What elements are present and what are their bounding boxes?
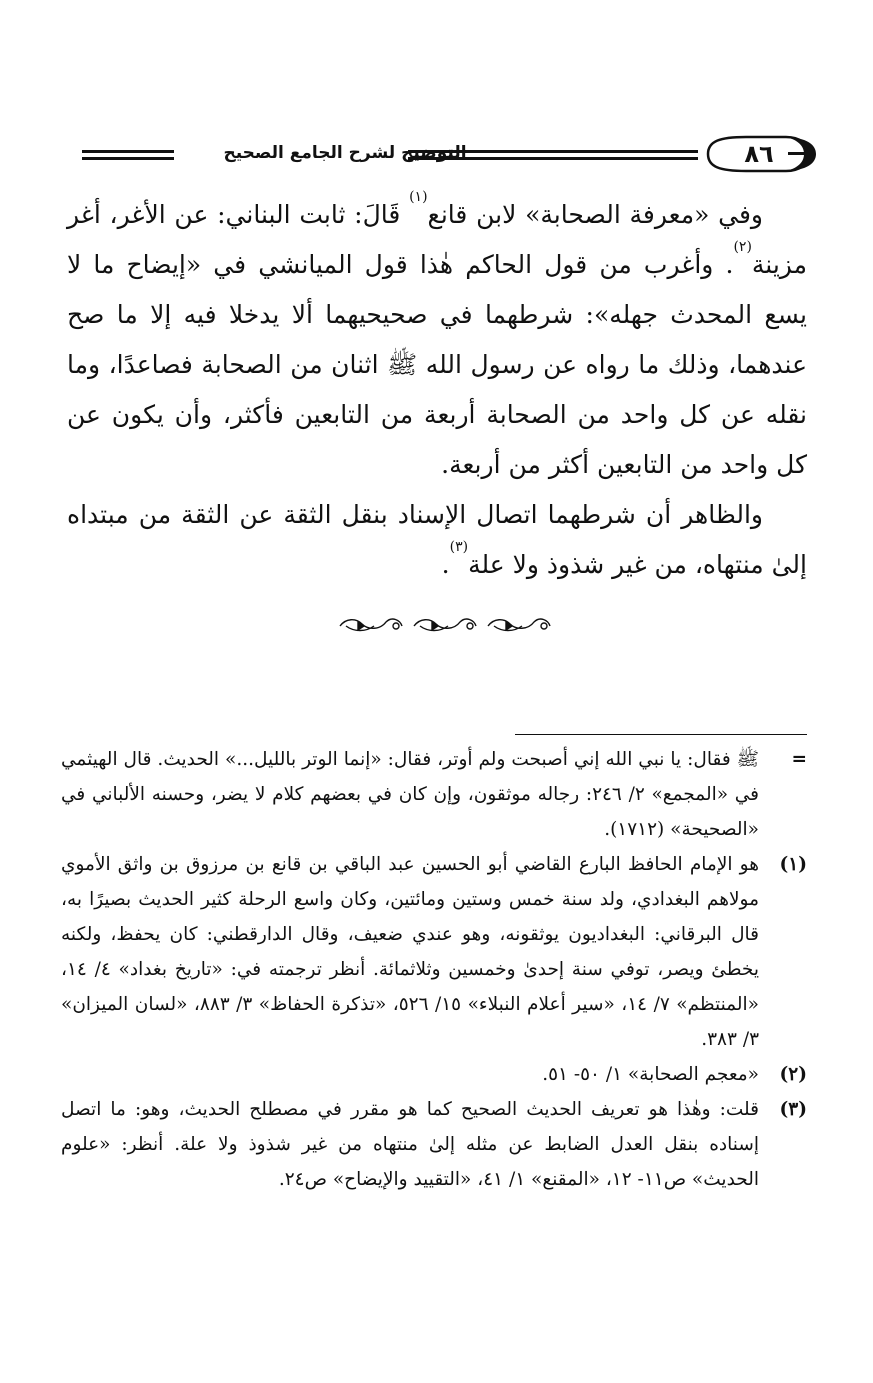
running-title: التوضيح لشرح الجامع الصحيح bbox=[223, 143, 467, 163]
main-paragraph-text: . وأغرب من قول الحاكم هٰذا قول الميانشي في «إيضاح ما لا يسع المحدث جهله»: شرطهما في صحيحيهما ألا يدخلا فيه إلا ما صح عندهما، وذلك ما رواه عن رسول الله ﷺ اثنان من الصحابة فصاعدًا، وما نقله عن كل واحد من الصحابة أربعة من التابعين فأكثر، وأن يكون عن كل واحد من التابعين أكثر من أربعة. bbox=[67, 250, 807, 479]
page-number: ٨٦ bbox=[744, 140, 774, 168]
footnote-text: ﷺ فقال: يا نبي الله إني أصبحت ولم أوتر، فقال: «إنما الوتر بالليل...» الحديث. قال الهيثمي في «المجمع» ٢/ ٢٤٦: رجاله موثقون، وإن كان في بعضهم كلام لا يضر، وحسنه الألباني في «الصحيحة» (١٧١٢). bbox=[61, 749, 759, 840]
footnote-ref-2: (٢) bbox=[733, 239, 752, 255]
footnote-marker: (٣) bbox=[779, 1099, 807, 1120]
main-paragraph-text: . bbox=[441, 550, 450, 579]
footnote-separator bbox=[515, 734, 807, 735]
section-divider-ornament-icon bbox=[336, 610, 556, 640]
footnote-ref-3: (٣) bbox=[449, 539, 469, 555]
main-paragraph bbox=[67, 190, 807, 490]
footnote-3 bbox=[61, 1092, 807, 1197]
footnote-marker: (١) bbox=[779, 854, 807, 875]
main-paragraph-text: والظاهر أن شرطهما اتصال الإسناد بنقل الثقة عن الثقة من مبتداه إلىٰ منتهاه، من غير شذوذ ولا علة bbox=[67, 500, 807, 579]
main-text bbox=[67, 190, 807, 590]
footnote-2 bbox=[61, 1057, 807, 1092]
footnote-text: هو الإمام الحافظ البارع القاضي أبو الحسين عبد الباقي بن قانع بن مرزوق بن واثق الأموي مولاهم البغدادي، ولد سنة خمس وستين ومائتين، وكان واسع الرحلة كثير الحديث بصيرًا به، قال البرقاني: البغداديون يوثقونه، وهو عندي ضعيف، وقال الدارقطني: كان يحفظ، ولكنه يخطئ ويصر، توفي سنة إحدىٰ وخمسين وثلاثمائة. أنظر ترجمته في: «تاريخ بغداد» ٤/ ١٤، «المنتظم» ٧/ ١٤، «سير أعلام النبلاء» ١٥/ ٥٢٦، «تذكرة الحفاظ» ٣/ ٨٨٣، «لسان الميزان» ٣/ ٣٨٣. bbox=[61, 854, 759, 1050]
footnote-ref-1: (١) bbox=[409, 189, 428, 205]
main-paragraph-text: وفي «معرفة الصحابة» لابن قانع bbox=[427, 200, 763, 229]
footnote-marker: = bbox=[791, 749, 807, 770]
footnote-text: قلت: وهٰذا هو تعريف الحديث الصحيح كما هو مقرر في مصطلح الحديث، وهو: ما اتصل إسناده بنقل العدل الضابط عن مثله إلىٰ منتهاه من غير شذوذ ولا علة. أنظر: «علوم الحديث» ص١١- ١٢، «المقنع» ١/ ٤١، «التقييد والإيضاح» ص٢٤. bbox=[61, 1099, 759, 1190]
footnote-text: «معجم الصحابة» ١/ ٥٠- ٥١. bbox=[542, 1064, 759, 1085]
header-rule-left-bottom bbox=[82, 157, 174, 160]
footnotes-section bbox=[61, 742, 807, 1197]
header-rule-left-top bbox=[82, 150, 174, 153]
footnote-marker: (٢) bbox=[779, 1064, 807, 1085]
page-number-badge bbox=[700, 134, 818, 174]
footnote-continuation bbox=[61, 742, 807, 847]
page-header bbox=[70, 128, 805, 184]
main-paragraph-text: قَالَ: ثابت البناني: عن الأغر، أغر مزينة bbox=[67, 200, 807, 279]
main-paragraph bbox=[67, 490, 807, 590]
footnote-1 bbox=[61, 847, 807, 1057]
